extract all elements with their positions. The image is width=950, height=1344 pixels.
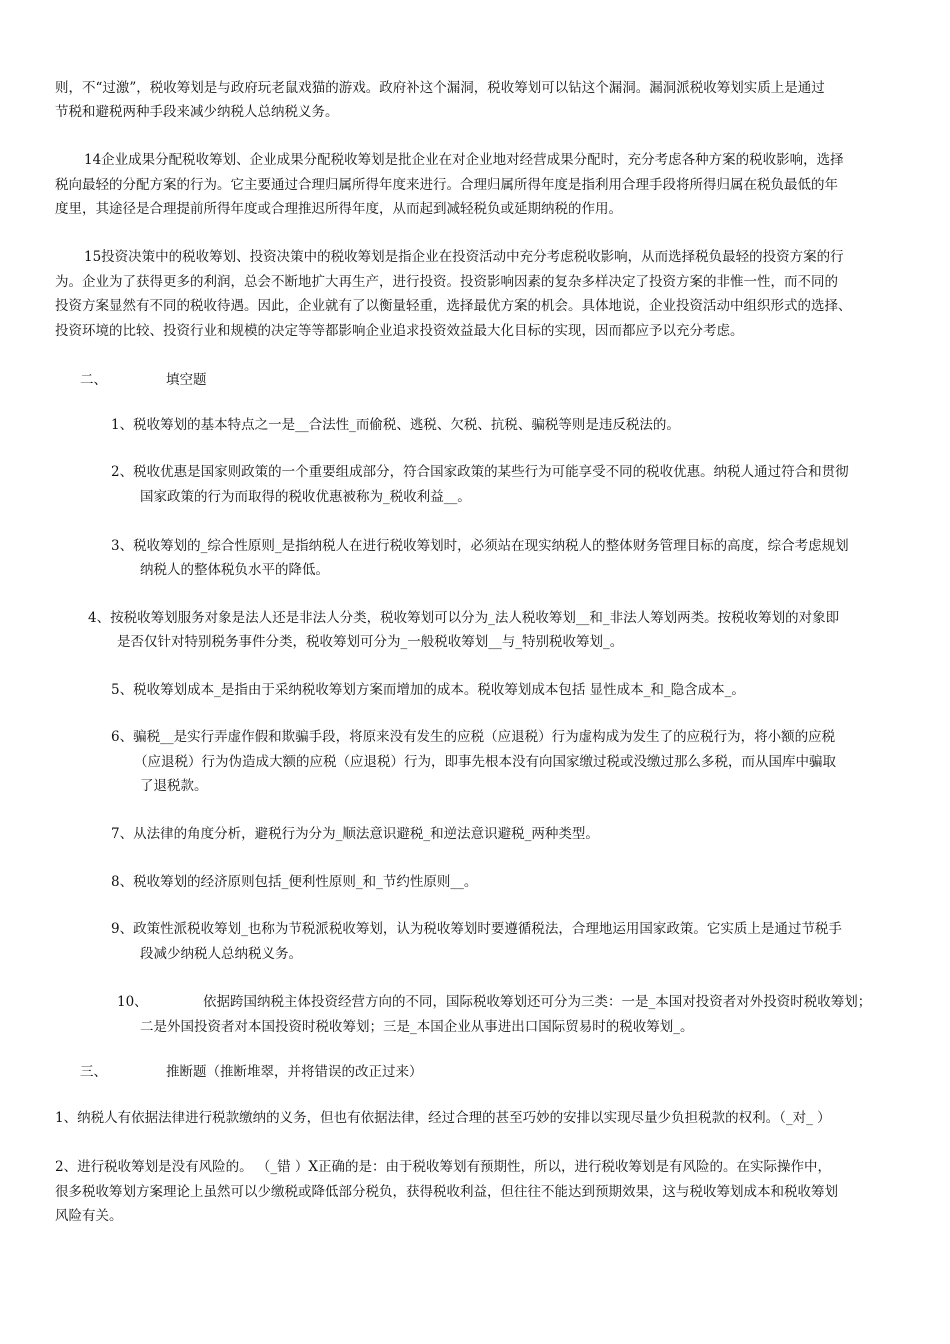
section-3-title: 推断题（推断堆翠，并将错误的改正过来） [166, 1064, 423, 1080]
fill-item-1-line-1: 1、税收筹划的基本特点之一是__合法性_而偷税、逃税、欠税、抗税、骗税等则是违反税法的。 [111, 417, 680, 433]
fill-item-3-line-2: 纳税人的整体税负水平的降低。 [140, 562, 329, 578]
paragraph-15-line-2: 为。企业为了获得更多的利润，总会不断地扩大再生产，进行投资。投资影响因素的复杂多样决定了投资方案的非惟一性，而不同的 [55, 274, 838, 290]
fill-item-2-line-1: 2、税收优惠是国家则政策的一个重要组成部分，符合国家政策的某些行为可能享受不同的税收优惠。纳税人通过符合和贯彻 [111, 464, 849, 480]
section-3-number: 三、 [80, 1064, 107, 1080]
fill-item-2-line-2: 国家政策的行为而取得的税收优惠被称为_税收利益__。 [140, 489, 471, 505]
fill-item-3-line-1: 3、税收筹划的_综合性原则_是指纳税人在进行税收筹划时，必须站在现实纳税人的整体财务管理目标的高度，综合考虑规划 [111, 538, 849, 554]
fill-item-9-line-1: 9、政策性派税收筹划_也称为节税派税收筹划，认为税收筹划时要遵循税法，合理地运用国家政策。它实质上是通过节税手 [111, 921, 842, 937]
paragraph-14-line-3: 度里，其途径是合理提前所得年度或合理推迟所得年度，从而起到减轻税负或延期纳税的作用。 [55, 201, 622, 217]
paragraph-15-line-3: 投资方案显然有不同的税收待遇。因此，企业就有了以衡量轻重，选择最优方案的机会。具体地说，企业投资活动中组织形式的选择、 [55, 298, 852, 314]
paragraph-13-line-2: 节税和避税两种手段来减少纳税人总纳税义务。 [55, 104, 339, 120]
fill-item-4-line-1: 4、按税收筹划服务对象是法人还是非法人分类，税收筹划可以分为_法人税收筹划__和_非法人筹划两类。按税收筹划的对象即 [88, 610, 840, 626]
paragraph-15-line-1: 15投资决策中的税收筹划、投资决策中的税收筹划是指企业在投资活动中充分考虑税收影响，从而选择税负最轻的投资方案的行 [84, 249, 844, 265]
fill-item-6-line-2: （应退税）行为伪造成大额的应税（应退税）行为，即事先根本没有向国家缴过税或没缴过那么多税，而从国库中骗取 [134, 754, 836, 770]
fill-item-10-number: 10、 [117, 994, 148, 1010]
fill-item-5-line-1: 5、税收筹划成本_是指由于采纳税收筹划方案而增加的成本。税收筹划成本包括 显性成本_和_隐含成本_。 [111, 682, 745, 698]
paragraph-14-line-1: 14企业成果分配税收筹划、企业成果分配税收筹划是批企业在对企业地对经营成果分配时，充分考虑各种方案的税收影响，选择 [84, 152, 844, 168]
fill-item-10-line-2: 二是外国投资者对本国投资时税收筹划；三是_本国企业从事进出口国际贸易时的税收筹划_。 [140, 1019, 694, 1035]
paragraph-13-line-1: 则，不“过激”，税收筹划是与政府玩老鼠戏猫的游戏。政府补这个漏洞，税收筹划可以钻这个漏洞。漏洞派税收筹划实质上是通过 [55, 80, 825, 96]
paragraph-15-line-4: 投资环境的比较、投资行业和规模的决定等等都影响企业追求投资效益最大化目标的实现，因而都应予以充分考虑。 [55, 323, 744, 339]
fill-item-7-line-1: 7、从法律的角度分析，避税行为分为_顺法意识避税_和逆法意识避税_两种类型。 [111, 826, 599, 842]
judge-item-2-line-2: 很多税收筹划方案理论上虽然可以少缴税或降低部分税负，获得税收利益，但往往不能达到预期效果，这与税收筹划成本和税收筹划 [55, 1184, 838, 1200]
fill-item-9-line-2: 段减少纳税人总纳税义务。 [140, 946, 302, 962]
paragraph-14-line-2: 税向最轻的分配方案的行为。它主要通过合理归属所得年度来进行。合理归属所得年度是指利用合理手段将所得归属在税负最低的年 [55, 177, 838, 193]
fill-item-6-line-1: 6、骗税__是实行弄虚作假和欺骗手段，将原来没有发生的应税（应退税）行为虚构成为发生了的应税行为，将小额的应税 [111, 729, 836, 745]
fill-item-4-line-2: 是否仅针对特别税务事件分类，税收筹划可分为_一般税收筹划__与_特别税收筹划_。 [117, 634, 624, 650]
judge-item-2-line-1: 2、进行税收筹划是没有风险的。 （_错 ）X正确的是：由于税收筹划有预期性，所以，进行税收筹划是有风险的。在实际操作中， [55, 1159, 832, 1175]
section-2-number: 二、 [80, 372, 107, 388]
judge-item-1-line-1: 1、纳税人有依据法律进行税款缴纳的义务，但也有依据法律，经过合理的甚至巧妙的安排以实现尽量少负担税款的权利。（_对_ ） [55, 1110, 831, 1126]
fill-item-6-line-3: 了退税款。 [140, 778, 208, 794]
fill-item-8-line-1: 8、税收筹划的经济原则包括_便利性原则_和_节约性原则__。 [111, 874, 478, 890]
judge-item-2-line-3: 风险有关。 [55, 1208, 123, 1224]
fill-item-10-line-1: 依据跨国纳税主体投资经营方向的不同，国际税收筹划还可分为三类：一是_本国对投资者对外投资时税收筹划； [203, 994, 872, 1010]
section-2-title: 填空题 [166, 372, 207, 388]
